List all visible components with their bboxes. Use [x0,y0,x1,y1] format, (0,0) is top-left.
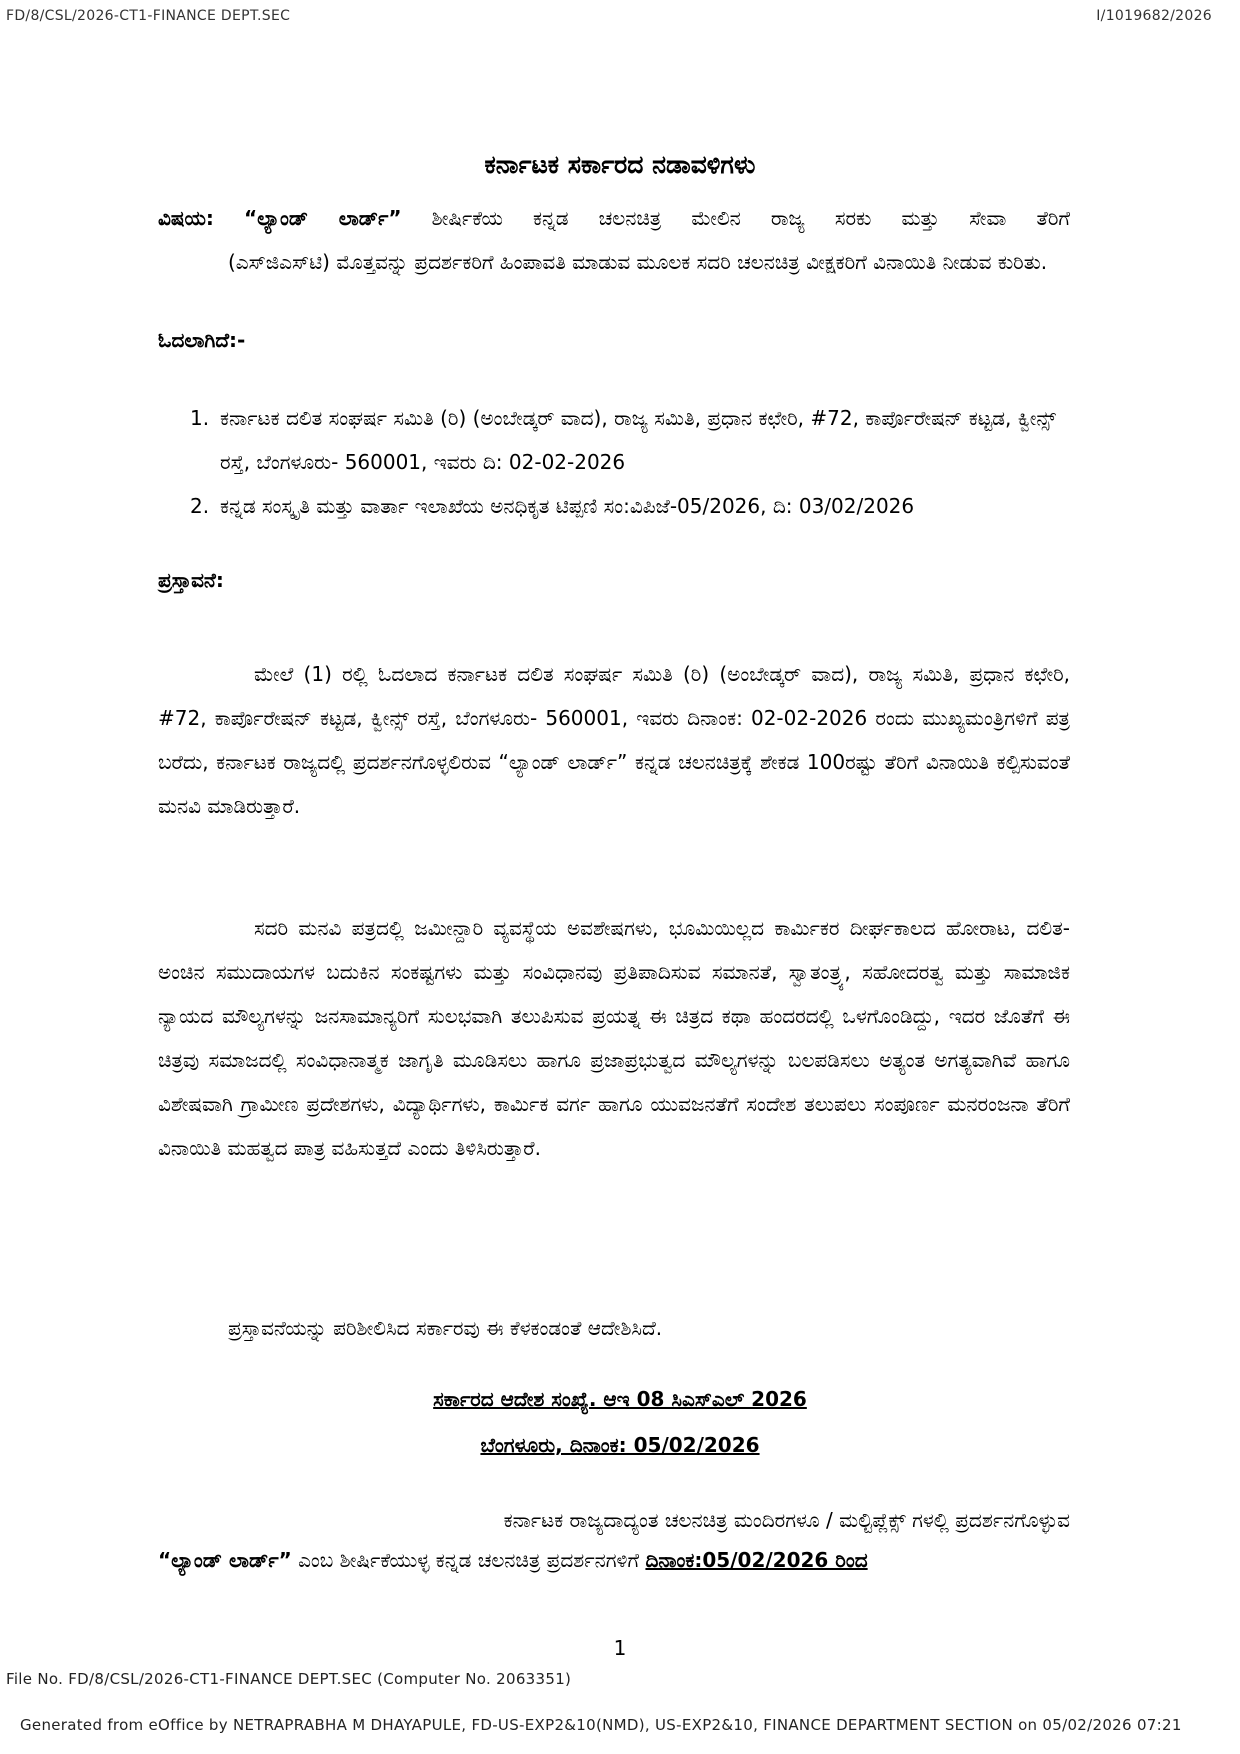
reference-text: ಕರ್ನಾಟಕ ದಲಿತ ಸಂಘರ್ಷ ಸಮಿತಿ (ರಿ) (ಅಂಬೇಡ್ಕರ್ ವಾದ), ರಾಜ್ಯ ಸಮಿತಿ, ಪ್ರಧಾನ ಕಛೇರಿ, #72, ಕಾರ್ಪೊರೇಷನ್ ಕಟ್ಟಡ, ಕ್ವೀನ್ಸ್ ರಸ್ತೆ, ಬೆಂಗಳೂರು- 560001, ಇವರು ದಿ: 02-02-2026 [220,406,1056,474]
subject-line1-rest: ಶೀರ್ಷಿಕೆಯ ಕನ್ನಡ ಚಲನಚಿತ್ರ ಮೇಲಿನ ರಾಜ್ಯ ಸರಕು ಮತ್ತು ಸೇವಾ ತೆರಿಗೆ [431,206,1071,230]
page-number: 1 [613,1636,627,1660]
reference-item [190,396,1070,484]
reference-number: 1. [190,406,210,430]
order-text [158,1500,1070,1580]
subject-block [158,196,1070,284]
subject-label: ವಿಷಯ: [158,206,214,230]
paragraph-order-intro: ಪ್ರಸ್ತಾವನೆಯನ್ನು ಪರಿಶೀಲಿಸಿದ ಸರ್ಕಾರವು ಈ ಕೆಳಕಂಡಂತೆ ಆದೇಶಿಸಿದೆ. [228,1316,663,1340]
read-label: ಓದಲಾಗಿದೆ:- [158,328,246,352]
footer-generated: Generated from eOffice by NETRAPRABHA M DHAYAPULE, FD-US-EXP2&10(NMD), US-EXP2&10, FINANCE DEPARTMENT SECTION on 05/02/2026 07:21 [20,1716,1182,1734]
order-date: ಬೆಂಗಳೂರು, ದಿನಾಂಕ: 05/02/2026 [480,1433,760,1457]
paragraph-details: ಸದರಿ ಮನವಿ ಪತ್ರದಲ್ಲಿ ಜಮೀನ್ದಾರಿ ವ್ಯವಸ್ಥೆಯ ಅವಶೇಷಗಳು, ಭೂಮಿಯಿಲ್ಲದ ಕಾರ್ಮಿಕರ ದೀರ್ಘಕಾಲದ ಹೋರಾಟ, ದಲಿತ-ಅಂಚಿನ ಸಮುದಾಯಗಳ ಬದುಕಿನ ಸಂಕಷ್ಟಗಳು ಮತ್ತು ಸಂವಿಧಾನವು ಪ್ರತಿಪಾದಿಸುವ ಸಮಾನತೆ, ಸ್ವಾತಂತ್ರ್ಯ, ಸಹೋದರತ್ವ ಮತ್ತು ಸಾಮಾಜಿಕ ನ್ಯಾಯದ ಮೌಲ್ಯಗಳನ್ನು ಜನಸಾಮಾನ್ಯರಿಗೆ ಸುಲಭವಾಗಿ ತಲುಪಿಸುವ ಪ್ರಯತ್ನ ಈ ಚಿತ್ರದ ಕಥಾ ಹಂದರದಲ್ಲಿ ಒಳಗೊಂಡಿದ್ದು, ಇದರ ಜೊತೆಗೆ ಈ ಚಿತ್ರವು ಸಮಾಜದಲ್ಲಿ ಸಂವಿಧಾನಾತ್ಮಕ ಜಾಗೃತಿ ಮೂಡಿಸಲು ಹಾಗೂ ಪ್ರಜಾಪ್ರಭುತ್ವದ ಮೌಲ್ಯಗಳನ್ನು ಬಲಪಡಿಸಲು ಅತ್ಯಂತ ಅಗತ್ಯವಾಗಿವೆ ಹಾಗೂ ವಿಶೇಷವಾಗಿ ಗ್ರಾಮೀಣ ಪ್ರದೇಶಗಳು, ವಿದ್ಯಾರ್ಥಿಗಳು, ಕಾರ್ಮಿಕ ವರ್ಗ ಹಾಗೂ ಯುವಜನತೆಗೆ ಸಂದೇಶ ತಲುಪಲು ಸಂಪೂರ್ಣ ಮನರಂಜನಾ ತೆರಿಗೆ ವಿನಾಯಿತಿ ಮಹತ್ವದ ಪಾತ್ರ ವಹಿಸುತ್ತದೆ ಎಂದು ತಿಳಿಸಿರುತ್ತಾರೆ. [158,916,1070,1160]
order-number: ಸರ್ಕಾರದ ಆದೇಶ ಸಂಖ್ಯೆ. ಆಇ 08 ಸಿಎಸ್‌ಎಲ್ 2026 [433,1387,807,1411]
subject-continuation: (ಎಸ್‌ಜಿಎಸ್‌ಟಿ) ಮೊತ್ತವನ್ನು ಪ್ರದರ್ಶಕರಿಗೆ ಹಿಂಪಾವತಿ ಮಾಡುವ ಮೂಲಕ ಸದರಿ ಚಲನಚಿತ್ರ ವೀಕ್ಷಕರಿಗೆ ವಿನಾಯಿತಿ ನೀಡುವ ಕುರಿತು. [228,250,1048,274]
header-file-ref: FD/8/CSL/2026-CT1-FINANCE DEPT.SEC [6,8,291,24]
reference-number: 2. [190,494,210,518]
order-film-name: “ಲ್ಯಾಂಡ್ ಲಾರ್ಡ್” [158,1548,292,1572]
references-list [190,396,1070,528]
reference-item [190,484,1070,528]
order-text-mid: ಎಂಬ ಶೀರ್ಷಿಕೆಯುಳ್ಳ ಕನ್ನಡ ಚಲನಚಿತ್ರ ಪ್ರದರ್ಶನಗಳಿಗೆ [298,1548,640,1572]
reference-text: ಕನ್ನಡ ಸಂಸ್ಕೃತಿ ಮತ್ತು ವಾರ್ತಾ ಇಲಾಖೆಯ ಅನಧಿಕೃತ ಟಿಪ್ಪಣಿ ಸಂ:ವಿಪಿಜೆ-05/2026, ದಿ: 03/02/2026 [220,494,915,518]
document-title: ಕರ್ನಾಟಕ ಸರ್ಕಾರದ ನಡಾವಳಿಗಳು [484,150,756,179]
subject-film-name: “ಲ್ಯಾಂಡ್ ಲಾರ್ಡ್” [244,206,402,230]
preamble-label: ಪ್ರಸ್ತಾವನೆ: [158,568,224,592]
order-text-line2 [158,1540,1070,1580]
order-text-line1: ಕರ್ನಾಟಕ ರಾಜ್ಯದಾದ್ಯಂತ ಚಲನಚಿತ್ರ ಮಂದಿರಗಳೂ / ಮಲ್ಟಿಪ್ಲೆಕ್ಸ್ ಗಳಲ್ಲಿ ಪ್ರದರ್ಶನಗೊಳ್ಳುವ [503,1508,1070,1532]
header-doc-id: I/1019682/2026 [1096,8,1212,24]
footer-file-no: File No. FD/8/CSL/2026-CT1-FINANCE DEPT.SEC (Computer No. 2063351) [6,1670,572,1688]
subject-first-line [158,196,1070,240]
order-date-from: ದಿನಾಂಕ:05/02/2026 ರಿಂದ [645,1548,868,1572]
order-heading [0,1376,1240,1468]
paragraph-request: ಮೇಲೆ (1) ರಲ್ಲಿ ಓದಲಾದ ಕರ್ನಾಟಕ ದಲಿತ ಸಂಘರ್ಷ ಸಮಿತಿ (ರಿ) (ಅಂಬೇಡ್ಕರ್ ವಾದ), ರಾಜ್ಯ ಸಮಿತಿ, ಪ್ರಧಾನ ಕಛೇರಿ, #72, ಕಾರ್ಪೊರೇಷನ್ ಕಟ್ಟಡ, ಕ್ವೀನ್ಸ್ ರಸ್ತೆ, ಬೆಂಗಳೂರು- 560001, ಇವರು ದಿನಾಂಕ: 02-02-2026 ರಂದು ಮುಖ್ಯಮಂತ್ರಿಗಳಿಗೆ ಪತ್ರ ಬರೆದು, ಕರ್ನಾಟಕ ರಾಜ್ಯದಲ್ಲಿ ಪ್ರದರ್ಶನಗೊಳ್ಳಲಿರುವ “ಲ್ಯಾಂಡ್ ಲಾರ್ಡ್” ಕನ್ನಡ ಚಲನಚಿತ್ರಕ್ಕೆ ಶೇಕಡ 100ರಷ್ಟು ತೆರಿಗೆ ವಿನಾಯಿತಿ ಕಲ್ಪಿಸುವಂತೆ ಮನವಿ ಮಾಡಿರುತ್ತಾರೆ. [158,662,1070,818]
